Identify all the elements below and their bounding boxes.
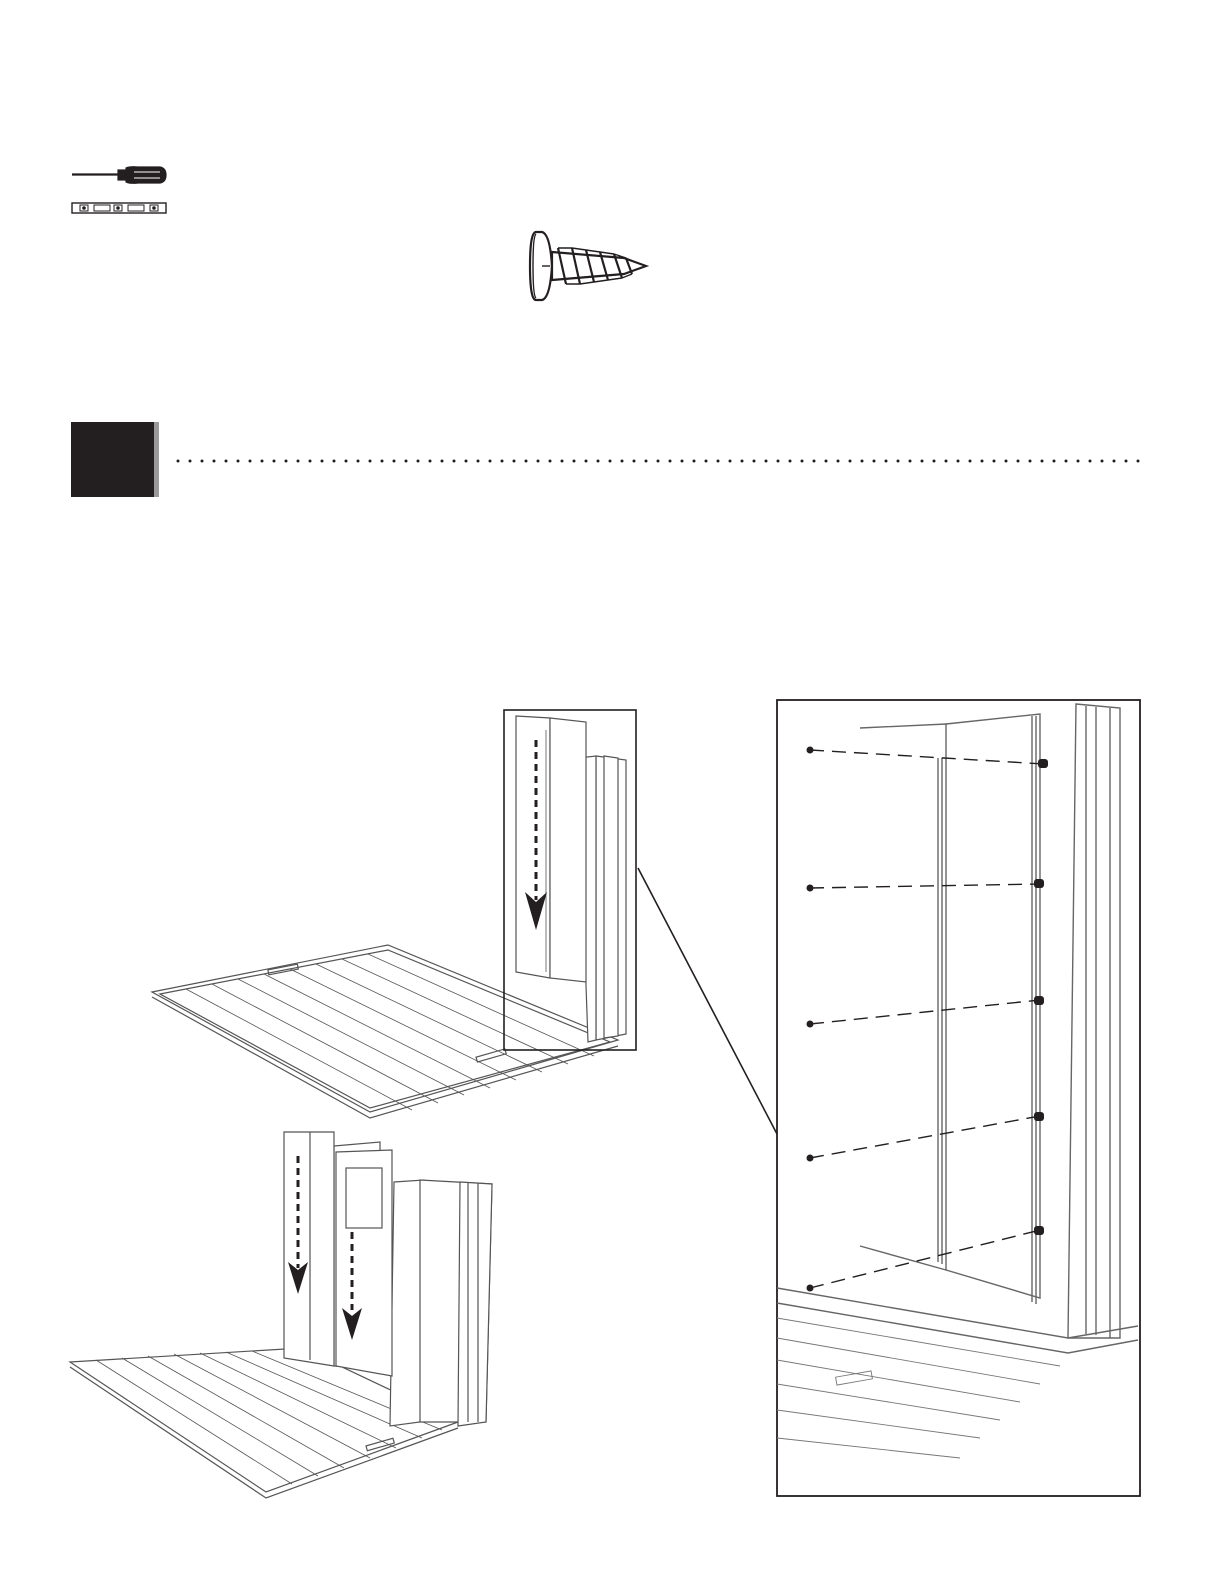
assembly-illustration-first-panels	[148, 700, 643, 1120]
screw-hole	[1038, 759, 1048, 768]
step-number-block	[71, 422, 159, 497]
screw-hole	[1034, 996, 1044, 1005]
callout-leader-line	[638, 868, 777, 1134]
wall-panels	[516, 716, 626, 1042]
tools-list	[68, 160, 172, 220]
screw-hole	[1034, 1226, 1044, 1235]
level-icon	[72, 203, 166, 213]
screw-marker	[807, 1285, 814, 1292]
screw-marker	[807, 1155, 814, 1162]
step-dotted-divider	[176, 458, 1142, 464]
detail-enlargement	[620, 698, 1146, 1500]
screw-icon	[522, 226, 652, 306]
screw-marker	[807, 747, 814, 754]
screwdriver-icon	[72, 167, 166, 184]
assembly-illustration-next-panels	[66, 1122, 506, 1502]
screw-marker	[807, 885, 814, 892]
screw-hole	[1034, 879, 1044, 888]
screw-marker	[807, 1021, 814, 1028]
screw-hole	[1034, 1112, 1044, 1121]
